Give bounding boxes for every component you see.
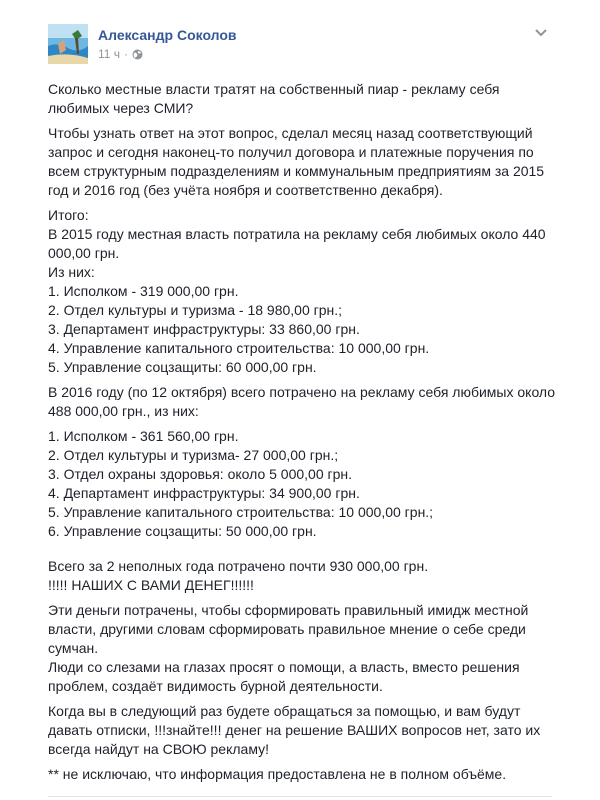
spacer [48, 547, 556, 557]
post-paragraph: 1. Исполком - 361 560,00 грн. 2. Отдел культуры и туризма- 27 000,00 грн.; 3. Отдел охраны здоровья: около 5 000,00 грн. 4. Департамент инфраструктуры: 34 900,00 грн. 5. Управление капитального строительства: 10 000,00 грн.; 6. Управление соцзащиты: 50 000,00 грн. [48, 428, 434, 539]
post-header [48, 24, 552, 68]
post-paragraph: Чтобы узнать ответ на этот вопрос, сделал месяц назад соответствующий запрос и сегодня наконец-то получил договора и платежные поручения по всем структурным подразделениям и коммунальным предприятиям за 2015 год и 2016 год (без учёта ноября и соответственно декабря). [48, 125, 545, 198]
post-card [36, 0, 564, 800]
post-meta [98, 47, 143, 61]
post-paragraph: В 2016 году (по 12 октября) всего потрачено на рекламу себя любимых около 488 000,00 грн., из них: [48, 384, 556, 419]
chevron-down-icon[interactable] [532, 26, 550, 40]
post-paragraph: Всего за 2 неполных года потрачено почти 930 000,00 грн. !!!!! НАШИХ С ВАМИ ДЕНЕГ!!!!!! [48, 558, 429, 593]
post-paragraph: Когда вы в следующий раз будете обращаться за помощью, и вам будут давать отписки, !!!знайте!!! денег на решение ВАШИХ вопросов нет, зато их всегда найдут на СВОЮ рекламу! [48, 703, 541, 757]
post-time[interactable]: 11 ч [98, 47, 121, 61]
post-body [48, 80, 556, 790]
globe-icon[interactable] [132, 49, 143, 60]
post-paragraph: Итого: В 2015 году местная власть потратила на рекламу себя любимых около 440 000,00 грн. Из них: 1. Исполком - 319 000,00 грн. 2. Отдел культуры и туризма - 18 980,00 грн.; 3. Департамент инфраструктуры: 33 860,00 грн. 4. Управление капитального строительства: 10 000,00 грн. 5. Управление соцзащиты: 60 000,00 грн. [48, 207, 546, 375]
avatar[interactable] [48, 24, 88, 64]
post-paragraph: Эти деньги потрачены, чтобы сформировать правильный имидж местной власти, другими словам сформировать правильное мнение о себе среди сумчан. Люди со слезами на глазах просят о помощи, а власть, вместо решения проблем, создаёт видимость бурной деятельности. [48, 602, 529, 694]
divider [48, 796, 552, 797]
author-name[interactable]: Александр Соколов [98, 27, 237, 43]
post-paragraph: ** не исключаю, что информация предоставлена не в полном объёме. [48, 766, 507, 782]
post-paragraph: Сколько местные власти тратят на собственный пиар - рекламу себя любимых через СМИ? [48, 81, 500, 116]
meta-separator: · [124, 47, 129, 61]
